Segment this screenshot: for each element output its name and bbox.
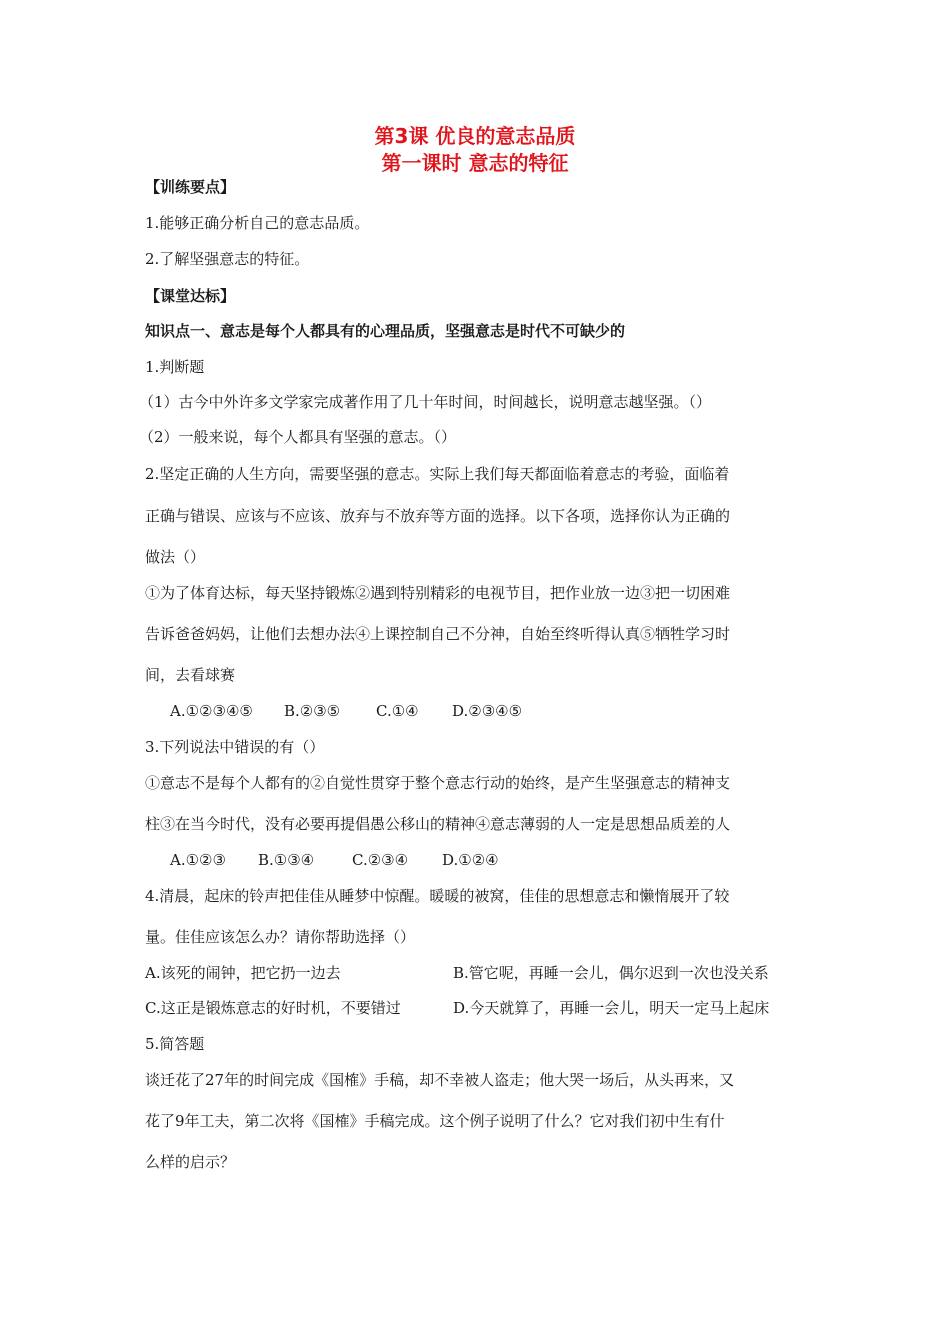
question-4-option-a: A.该死的闹钟，把它扔一边去 xyxy=(145,964,341,982)
question-5-line: 谈迁花了27年的时间完成《国榷》手稿，却不幸被人盗走；他大哭一场后，从头再来，又 xyxy=(145,1071,735,1089)
lesson-subtitle: 第一课时 意志的特征 xyxy=(381,151,569,175)
question-2-line: ①为了体育达标，每天坚持锻炼②遇到特别精彩的电视节目，把作业放一边③把一切困难 xyxy=(145,584,731,602)
question-2-options xyxy=(170,701,522,721)
knowledge-point-1: 知识点一、意志是每个人都具有的心理品质，坚强意志是时代不可缺少的 xyxy=(145,322,626,340)
question-3-line: ①意志不是每个人都有的②自觉性贯穿于整个意志行动的始终，是产生坚强意志的精神支 xyxy=(145,774,731,792)
option-d: D.①②④ xyxy=(442,851,499,869)
question-2-line: 做法（） xyxy=(145,548,206,566)
section-class-practice: 【课堂达标】 xyxy=(145,287,236,305)
question-2-line: 间，去看球赛 xyxy=(145,666,236,684)
option-c: C.②③④ xyxy=(352,851,409,869)
question-3-line: 柱③在当今时代，没有必要再提倡愚公移山的精神④意志薄弱的人一定是思想品质差的人 xyxy=(145,815,731,833)
point-2: 2.了解坚强意志的特征。 xyxy=(145,250,310,268)
question-4-option-c: C.这正是锻炼意志的好时机，不要错过 xyxy=(145,999,401,1017)
option-c: C.①④ xyxy=(376,702,419,720)
question-4-line: 4.清晨，起床的铃声把佳佳从睡梦中惊醒。暖暖的被窝，佳佳的思想意志和懒惰展开了较 xyxy=(145,887,730,905)
question-4-option-b: B.管它呢，再睡一会儿，偶尔迟到一次也没关系 xyxy=(453,964,769,982)
question-1-heading: 1.判断题 xyxy=(145,358,205,376)
question-2-line: 告诉爸爸妈妈，让他们去想办法④上课控制自己不分神，自始至终听得认真⑤牺牲学习时 xyxy=(145,625,731,643)
section-training-points: 【训练要点】 xyxy=(145,178,236,196)
question-5-heading: 5.简答题 xyxy=(145,1035,205,1053)
question-3-heading: 3.下列说法中错误的有（） xyxy=(145,738,325,756)
question-3-options xyxy=(170,850,499,870)
option-a: A.①②③④⑤ xyxy=(170,702,253,720)
question-4-option-d: D.今天就算了，再睡一会儿，明天一定马上起床 xyxy=(453,999,770,1017)
option-b: B.①③④ xyxy=(258,851,315,869)
question-4-line: 量。佳佳应该怎么办？请你帮助选择（） xyxy=(145,928,416,946)
question-1a: （1）古今中外许多文学家完成著作用了几十年时间，时间越长，说明意志越坚强。（） xyxy=(139,393,712,411)
question-2-line: 2.坚定正确的人生方向，需要坚强的意志。实际上我们每天都面临着意志的考验，面临着 xyxy=(145,465,730,483)
question-5-line: 花了9年工夫，第二次将《国榷》手稿完成。这个例子说明了什么？它对我们初中生有什 xyxy=(145,1112,725,1130)
lesson-title: 第3课 优良的意志品质 xyxy=(374,124,576,148)
question-2-line: 正确与错误、应该与不应该、放弃与不放弃等方面的选择。以下各项，选择你认为正确的 xyxy=(145,507,731,525)
option-b: B.②③⑤ xyxy=(284,702,341,720)
option-d: D.②③④⑤ xyxy=(452,702,523,720)
option-a: A.①②③ xyxy=(170,851,226,869)
question-1b: （2）一般来说，每个人都具有坚强的意志。（） xyxy=(139,428,457,446)
question-5-line: 么样的启示？ xyxy=(145,1153,236,1171)
point-1: 1.能够正确分析自己的意志品质。 xyxy=(145,214,370,232)
